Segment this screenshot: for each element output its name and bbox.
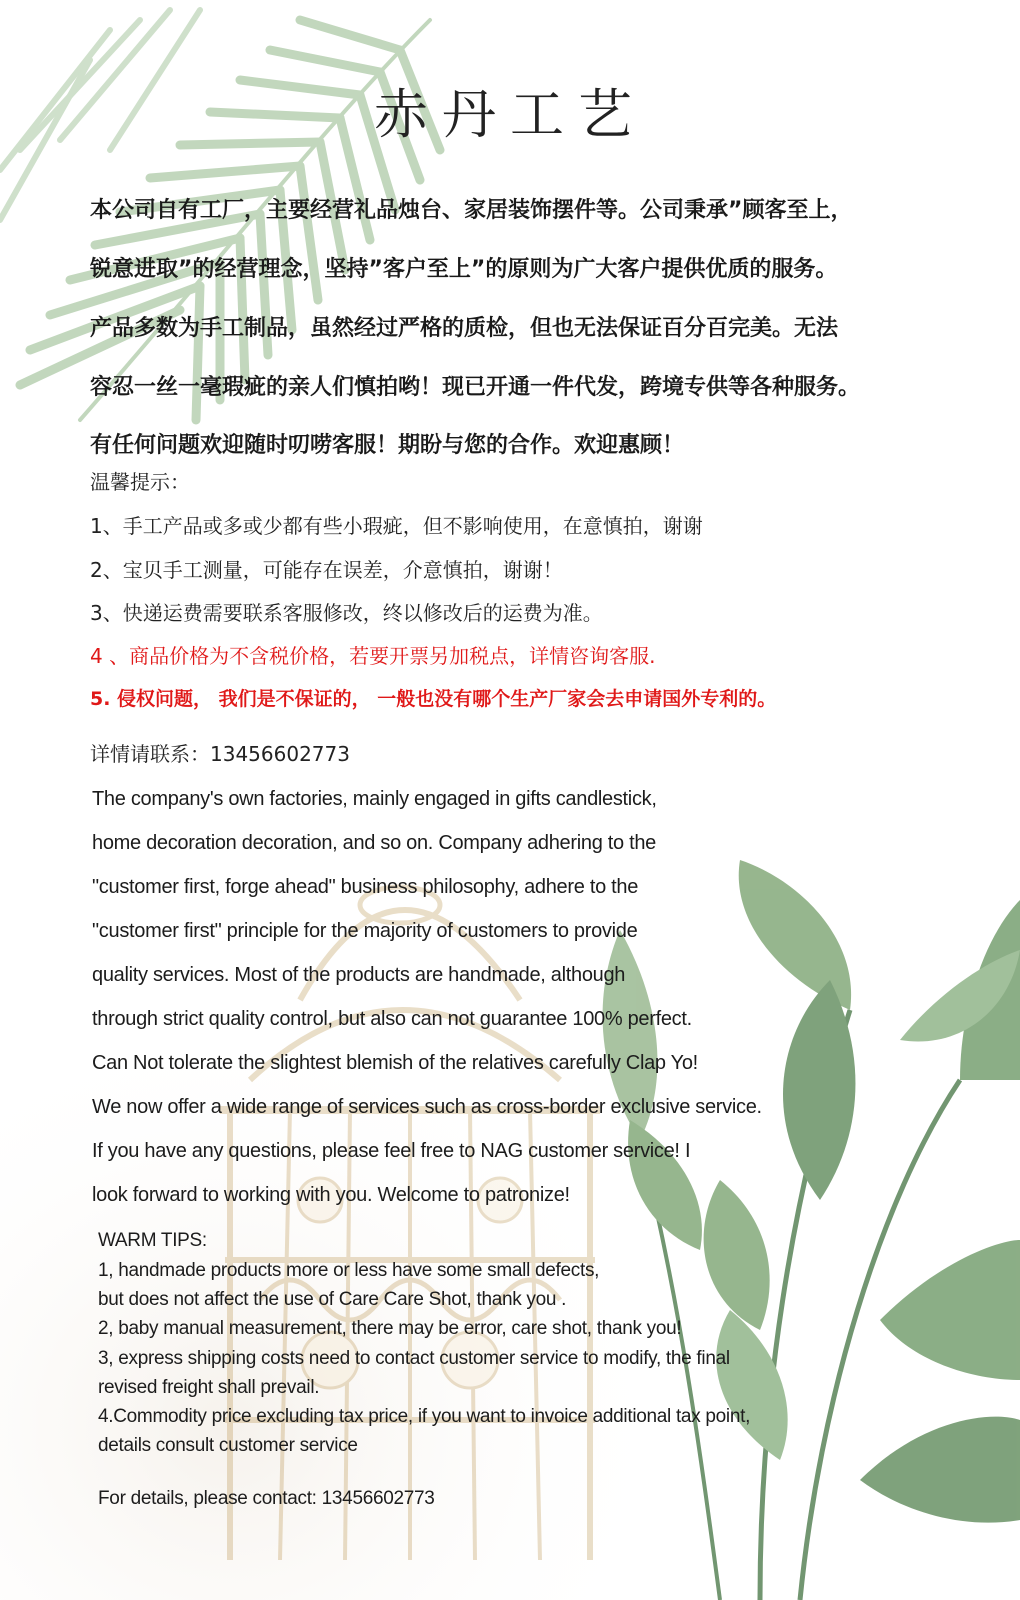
intro-en-line: quality services. Most of the products are handmade, although	[92, 964, 626, 986]
tips-en-heading: WARM TIPS:	[98, 1230, 207, 1251]
intro-line: 容忍一丝一毫瑕疵的亲人们慎拍哟！现已开通一件代发，跨境专供等各种服务。	[90, 375, 861, 400]
intro-en-line: Can Not tolerate the slightest blemish of the relatives carefully Clap Yo!	[92, 1052, 698, 1074]
tip-item: 2、宝贝手工测量，可能存在误差，介意慎拍，谢谢！	[90, 558, 563, 582]
tips-en-line-red: details consult customer service	[98, 1435, 358, 1456]
tips-en-line: revised freight shall prevail.	[98, 1377, 320, 1398]
intro-en-line: The company's own factories, mainly engaged in gifts candlestick,	[92, 788, 657, 810]
contact-en: For details, please contact: 13456602773	[98, 1488, 435, 1509]
tip-item-red: 4 、商品价格为不含税价格，若要开票另加税点，详情咨询客服.	[90, 644, 656, 668]
intro-en-line: "customer first, forge ahead" business philosophy, adhere to the	[92, 876, 639, 898]
intro-en-line: "customer first" principle for the majority of customers to provide	[92, 920, 638, 942]
contact-cn: 详情请联系：13456602773	[90, 742, 350, 766]
tip-item: 1、手工产品或多或少都有些小瑕疵，但不影响使用，在意慎拍，谢谢	[90, 514, 703, 538]
intro-line: 产品多数为手工制品，虽然经过严格的质检，但也无法保证百分百完美。无法	[90, 316, 839, 341]
tips-en-line: 3, express shipping costs need to contact customer service to modify, the final	[98, 1348, 730, 1369]
intro-en-line: home decoration decoration, and so on. Company adhering to the	[92, 832, 657, 854]
tip-item: 3、快递运费需要联系客服修改，终以修改后的运费为准。	[90, 601, 603, 625]
intro-line: 锐意进取”的经营理念，坚持”客户至上”的原则为广大客户提供优质的服务。	[90, 257, 838, 282]
tips-heading: 温馨提示：	[90, 470, 190, 494]
intro-en-line: through strict quality control, but also can not guarantee 100% perfect.	[92, 1008, 692, 1030]
tips-en-line-red: 4.Commodity price excluding tax price, if you want to invoice additional tax point,	[98, 1406, 751, 1427]
intro-en-line: look forward to working with you. Welcome to patronize!	[92, 1184, 570, 1206]
tips-en-line: 1, handmade products more or less have some small defects,	[98, 1260, 600, 1281]
intro-line: 有任何问题欢迎随时叨唠客服！期盼与您的合作。欢迎惠顾！	[90, 433, 685, 458]
page-title: 赤丹工艺	[374, 83, 646, 146]
intro-en-line: We now offer a wide range of services such as cross-border exclusive service.	[92, 1096, 762, 1118]
tips-en-line: 2, baby manual measurement, there may be error, care shot, thank you!	[98, 1318, 682, 1339]
tips-en-line: but does not affect the use of Care Care Shot, thank you .	[98, 1289, 567, 1310]
intro-en-line: If you have any questions, please feel free to NAG customer service! I	[92, 1140, 691, 1162]
intro-line: 本公司自有工厂，主要经营礼品烛台、家居装饰摆件等。公司秉承”顾客至上，	[90, 198, 853, 223]
tip-item-red: 5. 侵权问题， 我们是不保证的， 一般也没有哪个生产厂家会去申请国外专利的。	[90, 688, 777, 710]
